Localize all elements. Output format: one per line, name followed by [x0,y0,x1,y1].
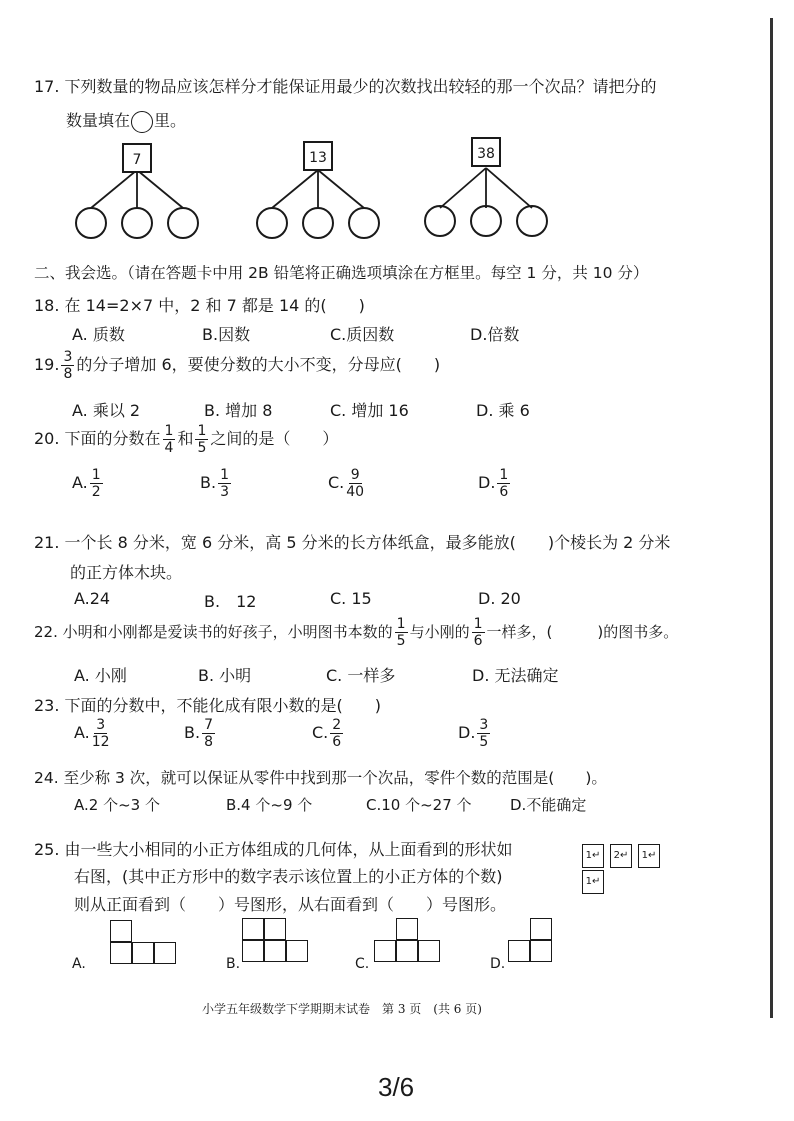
tree3-answer-circle[interactable] [470,205,502,237]
q21-option-d[interactable]: D. 20 [478,589,521,608]
q22-text-post: 一样多，( )的图书多。 [486,623,679,641]
q24-option-c[interactable]: C.10 个~27 个 [366,796,472,814]
grid-cell: 1↵ [582,870,604,894]
scan-edge-line [770,18,773,1018]
tree-root-3: 38 [471,137,501,167]
q20-text-post: 之间的是（ ） [210,429,339,448]
q25-option-d-label[interactable]: D. [490,956,506,972]
q18-option-d[interactable]: D.倍数 [470,325,520,344]
q20-option-d[interactable]: D. $\frac{1}{6}$ [478,467,509,500]
q21-option-b[interactable]: B. 12 [204,592,257,611]
q20-option-c[interactable]: C. $\frac{9}{40}$ [328,467,365,500]
q22-text-mid: 与小刚的 [409,623,470,641]
q17-line2-b: 里。 [154,111,187,130]
grid-cell: 1↵ [638,844,660,868]
q21-option-c[interactable]: C. 15 [330,589,372,608]
q20-option-a[interactable]: A. $\frac{1}{2}$ [72,467,101,500]
q25-line2: 右图，(其中正方形中的数字表示该位置上的小正方体的个数) [74,867,503,886]
q23-option-a[interactable]: A. $\frac{3}{12}$ [74,717,110,750]
q19-option-c[interactable]: C. 增加 16 [330,401,409,420]
q22-fraction-1: $\frac{1}{5}$ [396,616,406,649]
q18-stem: 18. 在 14=2×7 中，2 和 7 都是 14 的( ) [34,296,365,315]
q21-option-a[interactable]: A.24 [74,589,111,608]
q18-option-c[interactable]: C.质因数 [330,325,395,344]
tree1-answer-circle[interactable] [121,207,153,239]
q23-option-d[interactable]: D. $\frac{3}{5}$ [458,717,489,750]
grid-cell: 2↵ [610,844,632,868]
q25-option-a-label[interactable]: A. [72,956,86,972]
q20-text-mid: 和 [177,429,194,448]
q23-option-c[interactable]: C. $\frac{2}{6}$ [312,717,342,750]
q20-text-pre: 20. 下面的分数在 [34,429,161,448]
q24-option-b[interactable]: B.4 个~9 个 [226,796,313,814]
q22-text-pre: 22. 小明和小刚都是爱读书的好孩子，小明图书本数的 [34,623,393,641]
q24-option-d[interactable]: D.不能确定 [510,796,587,814]
q18-option-a[interactable]: A. 质数 [72,325,125,344]
q20-fraction-2: $\frac{1}{5}$ [197,423,207,456]
tree3-answer-circle[interactable] [516,205,548,237]
q22-option-a[interactable]: A. 小刚 [74,666,127,685]
q20-fraction-1: $\frac{1}{4}$ [164,423,174,456]
tree2-answer-circle[interactable] [348,207,380,239]
q18-option-b[interactable]: B.因数 [202,325,251,344]
q20-option-b[interactable]: B. $\frac{1}{3}$ [200,467,229,500]
tree3-answer-circle[interactable] [424,205,456,237]
tree-root-1: 7 [122,143,152,173]
q19-number: 19. [34,355,60,374]
q19-option-d[interactable]: D. 乘 6 [476,401,530,420]
q25-option-c-label[interactable]: C. [355,956,370,972]
q23-stem: 23. 下面的分数中，不能化成有限小数的是( ) [34,696,382,715]
tree2-answer-circle[interactable] [256,207,288,239]
q19-fraction: $\frac{3}{8}$ [63,349,73,382]
tree-root-2: 13 [303,141,333,171]
tree1-answer-circle[interactable] [75,207,107,239]
q21-line1: 21. 一个长 8 分米，宽 6 分米，高 5 分米的长方体纸盒，最多能放( )个棱长为 2 分米 [34,533,671,552]
tree-lines [60,150,760,240]
grid-cell: 1↵ [582,844,604,868]
q17-line2 [66,108,186,133]
q22-option-d[interactable]: D. 无法确定 [472,666,559,685]
q19-option-a[interactable]: A. 乘以 2 [72,401,141,420]
q19-option-b[interactable]: B. 增加 8 [204,401,273,420]
q24-option-a[interactable]: A.2 个~3 个 [74,796,160,814]
page-indicator: 3/6 [378,1072,415,1102]
q20-stem [34,424,338,455]
q19-stem [34,350,440,381]
q25-option-b-label[interactable]: B. [226,956,241,972]
q22-option-b[interactable]: B. 小明 [198,666,252,685]
q22-option-c[interactable]: C. 一样多 [326,666,396,685]
answer-circle-icon [131,111,153,133]
q17-line2-a: 数量填在 [66,111,131,130]
q24-stem: 24. 至少称 3 次，就可以保证从零件中找到那一个次品，零件个数的范围是( )。 [34,769,607,787]
q25-line1: 25. 由一些大小相同的小正方体组成的几何体，从上面看到的形状如 [34,840,513,859]
section-heading: 二、我会选。（请在答题卡中用 2B 铅笔将正确选项填涂在方框里。每空 1 分，共 10 分） [34,264,649,282]
tree2-answer-circle[interactable] [302,207,334,239]
q22-stem [34,617,678,648]
q21-line2: 的正方体木块。 [70,563,183,582]
tree1-answer-circle[interactable] [167,207,199,239]
q23-option-b[interactable]: B. $\frac{7}{8}$ [184,717,213,750]
page-footer: 小学五年级数学下学期期末试卷 第 3 页 (共 6 页) [202,1002,482,1016]
q17-line1: 17. 下列数量的物品应该怎样分才能保证用最少的次数找出较轻的那一个次品？请把分的 [34,77,657,96]
q22-fraction-2: $\frac{1}{6}$ [473,616,483,649]
q19-text: 的分子增加 6，要使分数的大小不变，分母应( ) [76,355,441,374]
q25-line3: 则从正面看到（ ）号图形，从右面看到（ ）号图形。 [74,895,507,914]
